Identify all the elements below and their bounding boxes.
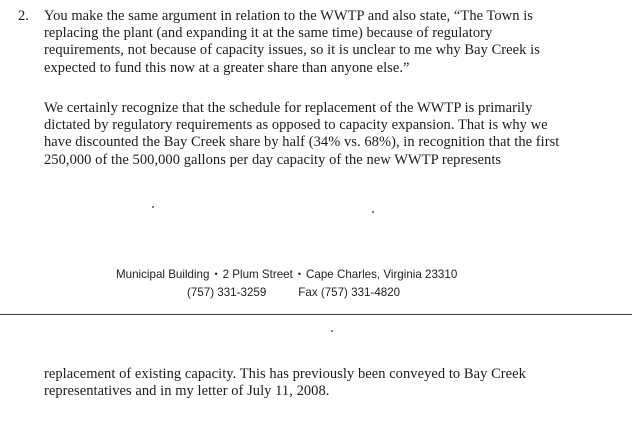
scan-speck: [372, 211, 374, 213]
footer-street: 2 Plum Street: [222, 268, 293, 281]
text-line: have discounted the Bay Creek share by half (34% vs. 68%), in recognition that the first: [44, 134, 560, 151]
footer-separator: •: [214, 269, 218, 279]
footer-phone: (757) 331-3259: [187, 286, 267, 299]
footer-contact-line: [187, 286, 400, 299]
footer-fax: Fax (757) 331-4820: [298, 286, 401, 299]
text-line: requirements, not because of capacity issues, so it is unclear to me why Bay Creek is: [44, 42, 540, 59]
paragraph-response: [44, 100, 559, 169]
scan-speck: [331, 330, 333, 332]
text-line: replacing the plant (and expanding it at the same time) because of regulatory: [44, 25, 493, 42]
text-line: expected to fund this now at a greater share than anyone else.”: [44, 59, 410, 76]
text-line: 250,000 of the 500,000 gallons per day capacity of the new WWTP represents: [44, 151, 502, 168]
footer-building: Municipal Building: [116, 268, 210, 281]
footer-address-line: [116, 268, 457, 281]
paragraph-quoted-argument: [44, 8, 540, 77]
item-number: 2.: [18, 8, 29, 24]
footer-city: Cape Charles, Virginia 23310: [306, 268, 458, 281]
page-break-rule: [0, 314, 632, 315]
text-line: replacement of existing capacity. This has previously been conveyed to Bay Creek: [44, 366, 526, 382]
text-line: dictated by regulatory requirements as opposed to capacity expansion. That is why we: [44, 117, 548, 134]
text-line: representatives and in my letter of July 11, 2008.: [44, 383, 330, 400]
footer-separator: •: [297, 269, 302, 279]
paragraph-continuation: [44, 366, 526, 400]
text-line: You make the same argument in relation to the WWTP and also state, “The Town is: [44, 8, 533, 24]
scan-speck: [152, 206, 154, 208]
text-line: We certainly recognize that the schedule for replacement of the WWTP is primarily: [44, 100, 533, 116]
